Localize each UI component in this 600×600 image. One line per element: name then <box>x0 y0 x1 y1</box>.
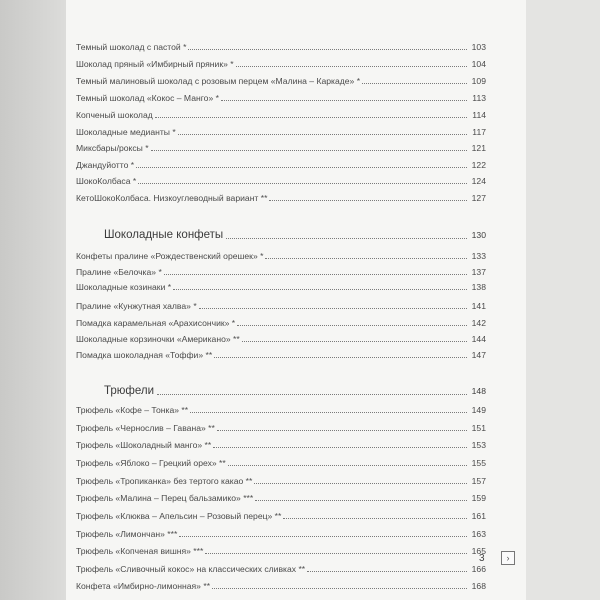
page-edge <box>526 0 600 600</box>
entry-page: 159 <box>471 493 486 503</box>
dot-leader <box>155 117 467 118</box>
entry-title: Трюфель «Тропиканка» без тертого какао ** <box>76 476 253 486</box>
entry-title: Конфеты пралине «Рождественский орешек» * <box>76 251 264 261</box>
toc-entry[interactable] <box>76 526 486 540</box>
dot-leader <box>254 483 467 484</box>
dot-leader <box>236 66 467 67</box>
dot-leader <box>188 49 467 50</box>
entry-page: 165 <box>471 546 486 556</box>
entry-page: 149 <box>471 405 486 415</box>
toc-entry[interactable] <box>76 173 486 187</box>
entry-title: Трюфель «Малина – Перец бальзамико» *** <box>76 493 254 503</box>
toc-entry[interactable] <box>76 73 486 87</box>
dot-leader <box>255 500 467 501</box>
entry-page: 147 <box>471 350 486 360</box>
entry-page: 127 <box>471 193 486 203</box>
entry-title: Темный шоколад с пастой * <box>76 42 187 52</box>
dot-leader <box>269 200 467 201</box>
entry-title: Джандуйотто * <box>76 160 135 170</box>
entry-title: Темный малиновый шоколад с розовым перцем «Малина – Каркаде» * <box>76 76 361 86</box>
entry-page: 144 <box>471 334 486 344</box>
dot-leader <box>205 553 467 554</box>
entry-title: Помадка карамельная «Арахисончик» * <box>76 318 236 328</box>
entry-page: 104 <box>471 59 486 69</box>
entry-title: Шоколадные корзиночки «Американо» ** <box>76 334 240 344</box>
toc-entry[interactable] <box>76 157 486 171</box>
dot-leader <box>178 134 467 135</box>
entry-page: 133 <box>471 251 486 261</box>
dot-leader <box>221 100 467 101</box>
entry-page: 113 <box>472 93 486 103</box>
entry-page: 109 <box>471 76 486 86</box>
entry-page: 166 <box>471 564 486 574</box>
entry-page: 155 <box>471 458 486 468</box>
page-number: 3 <box>479 553 485 564</box>
toc-section-heading[interactable] <box>104 382 486 398</box>
entry-page: 114 <box>472 110 486 120</box>
dot-leader <box>214 357 467 358</box>
entry-title: Трюфель «Яблоко – Грецкий орех» ** <box>76 458 226 468</box>
toc-entry[interactable] <box>76 402 486 416</box>
toc-entry[interactable] <box>76 561 486 575</box>
toc-entry[interactable] <box>76 331 486 345</box>
dot-leader <box>151 150 467 151</box>
toc-entry[interactable] <box>76 578 486 592</box>
toc-entry[interactable] <box>76 543 486 557</box>
toc-entry[interactable] <box>76 437 486 451</box>
entry-title: ШокоКолбаса * <box>76 176 137 186</box>
toc-entry[interactable] <box>76 420 486 434</box>
dot-leader <box>136 167 467 168</box>
entry-page: 121 <box>471 143 486 153</box>
entry-title: Конфета «Имбирно-лимонная» ** <box>76 581 211 591</box>
entry-page: 117 <box>472 127 486 137</box>
dot-leader <box>190 412 467 413</box>
entry-title: Помадка шоколадная «Тоффи» ** <box>76 350 213 360</box>
toc-entry[interactable] <box>76 248 486 262</box>
dot-leader <box>228 465 467 466</box>
entry-page: 137 <box>471 267 486 277</box>
section-title: Шоколадные конфеты <box>104 229 224 241</box>
entry-title: Трюфель «Клюква – Апельсин – Розовый перец» ** <box>76 511 282 521</box>
dot-leader <box>213 447 467 448</box>
entry-page: 161 <box>471 511 486 521</box>
entry-page: 124 <box>471 176 486 186</box>
next-page-button[interactable]: › <box>501 551 515 565</box>
entry-page: 163 <box>471 529 486 539</box>
entry-title: Шоколад пряный «Имбирный пряник» * <box>76 59 234 69</box>
toc-entry[interactable] <box>76 473 486 487</box>
entry-page: 168 <box>471 581 486 591</box>
entry-title: Трюфель «Копченая вишня» *** <box>76 546 204 556</box>
entry-page: 141 <box>471 301 486 311</box>
dot-leader <box>164 274 467 275</box>
toc-entry[interactable] <box>76 490 486 504</box>
entry-title: Трюфель «Шоколадный манго» ** <box>76 440 212 450</box>
entry-title: Копченый шоколад <box>76 110 153 120</box>
toc-entry[interactable] <box>76 315 486 329</box>
dot-leader <box>179 536 467 537</box>
dot-leader <box>199 308 467 309</box>
entry-page: 138 <box>471 282 486 292</box>
entry-title: Шоколадные козинаки * <box>76 282 172 292</box>
toc-entry[interactable] <box>76 279 486 293</box>
dot-leader <box>157 394 467 395</box>
dot-leader <box>283 518 467 519</box>
toc-entry[interactable] <box>76 264 486 278</box>
dot-leader <box>237 325 467 326</box>
entry-page: 157 <box>471 476 486 486</box>
entry-title: Трюфель «Чернослив – Гавана» ** <box>76 423 215 433</box>
entry-title: Пралине «Белочка» * <box>76 267 162 277</box>
section-page: 148 <box>471 386 486 396</box>
entry-title: Трюфель «Лимончан» *** <box>76 529 178 539</box>
entry-title: Миксбары/роксы * <box>76 143 149 153</box>
entry-title: Шоколадные медианты * <box>76 127 176 137</box>
toc-entry[interactable] <box>76 508 486 522</box>
entry-title: Темный шоколад «Кокос – Манго» * <box>76 93 219 103</box>
toc-entry[interactable] <box>76 455 486 469</box>
dot-leader <box>212 588 467 589</box>
section-page: 130 <box>471 230 486 240</box>
toc-entry[interactable] <box>76 124 486 138</box>
dot-leader <box>173 289 467 290</box>
toc-entry[interactable] <box>76 39 486 53</box>
entry-page: 142 <box>471 318 486 328</box>
toc-entry[interactable] <box>76 190 486 204</box>
toc-section-heading[interactable] <box>104 226 486 242</box>
entry-page: 151 <box>471 423 486 433</box>
toc-entry[interactable] <box>76 140 486 154</box>
toc-entry[interactable] <box>76 107 486 121</box>
dot-leader <box>242 341 467 342</box>
entry-title: Трюфель «Кофе – Тонка» ** <box>76 405 189 415</box>
dot-leader <box>217 430 467 431</box>
entry-title: КетоШокоКолбаса. Низкоуглеводный вариант ** <box>76 193 268 203</box>
entry-page: 153 <box>471 440 486 450</box>
entry-page: 122 <box>471 160 486 170</box>
binding-shadow <box>0 0 66 600</box>
dot-leader <box>265 258 467 259</box>
dot-leader <box>307 571 467 572</box>
toc-entry[interactable] <box>76 298 486 312</box>
entry-page: 103 <box>471 42 486 52</box>
dot-leader <box>226 238 467 239</box>
dot-leader <box>138 183 467 184</box>
entry-title: Пралине «Кунжутная халва» * <box>76 301 197 311</box>
entry-title: Трюфель «Сливочный кокос» на классических сливках ** <box>76 564 306 574</box>
toc-entry[interactable] <box>76 90 486 104</box>
dot-leader <box>362 83 467 84</box>
section-title: Трюфели <box>104 385 155 397</box>
toc-entry[interactable] <box>76 347 486 361</box>
toc-entry[interactable] <box>76 56 486 70</box>
